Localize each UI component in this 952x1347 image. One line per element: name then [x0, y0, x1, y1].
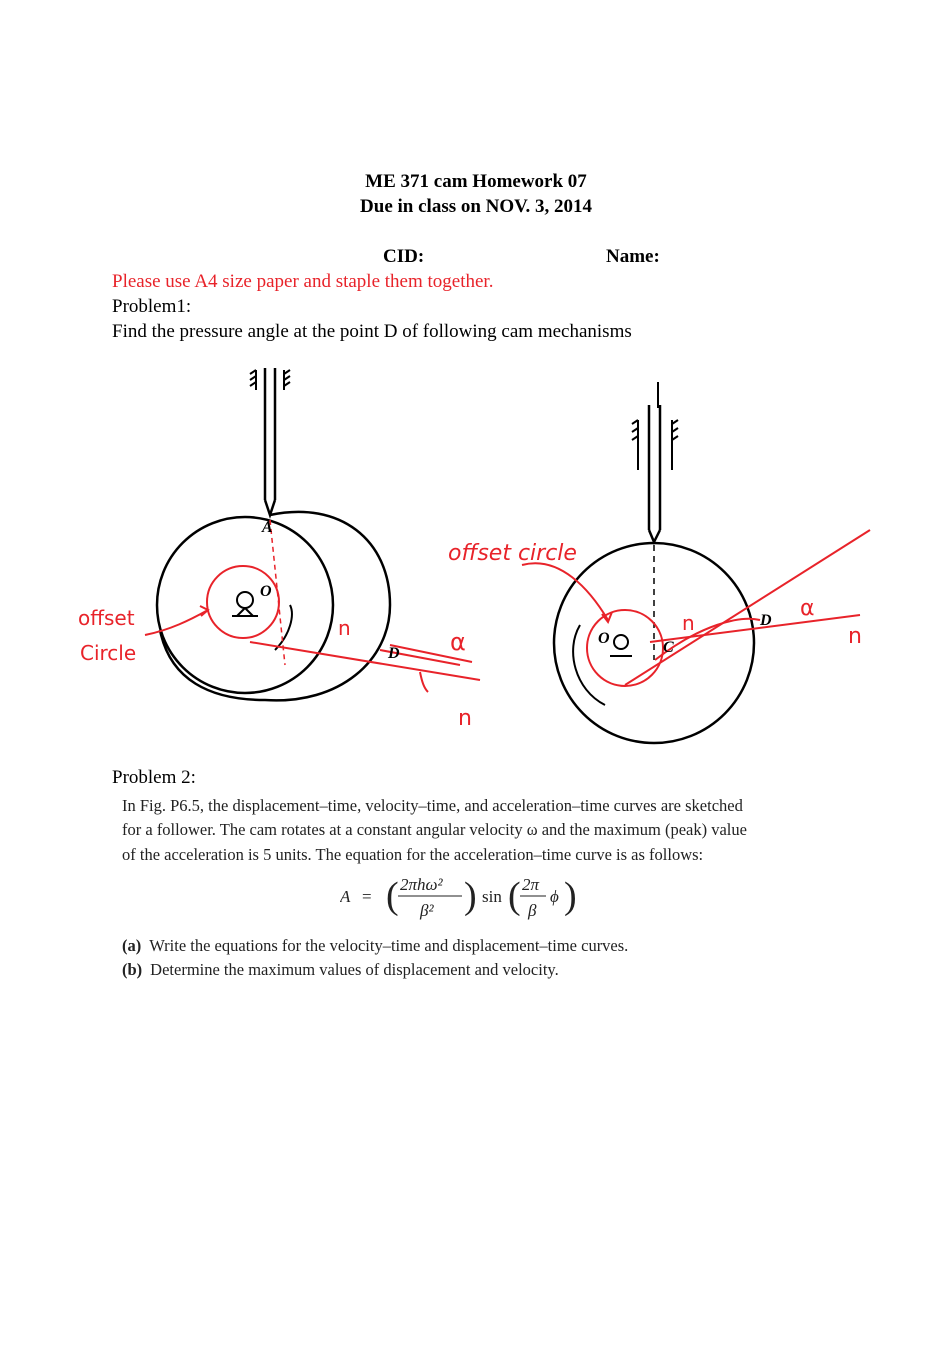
eq-den1: β²: [420, 901, 434, 920]
part-a-label: (a): [122, 936, 142, 955]
left-label-A: A: [262, 519, 273, 536]
eq-equals: =: [362, 887, 372, 906]
eq-paren-open-2: (: [508, 875, 521, 917]
problem2-line-3: of the acceleration is 5 units. The equation for the acceleration–time curve is as follows:: [122, 845, 704, 864]
cam-mechanism-figure: [60, 360, 890, 760]
name-label: Name:: [606, 246, 660, 267]
problem2-line-2: for a follower. The cam rotates at a constant angular velocity ω and the maximum (peak) value: [122, 820, 747, 839]
part-a-text: Write the equations for the velocity–time and displacement–time curves.: [149, 936, 629, 955]
part-b-text: Determine the maximum values of displacement and velocity.: [150, 960, 559, 979]
right-label-n-inner: n: [682, 611, 695, 635]
problem2-line-1: In Fig. P6.5, the displacement–time, velocity–time, and acceleration–time curves are sketched: [122, 796, 743, 815]
right-cam-mechanism: [554, 382, 754, 743]
left-label-D: D: [388, 645, 400, 662]
left-label-alpha: α: [450, 628, 466, 656]
eq-paren-close-2: ): [564, 875, 577, 917]
instructions: Please use A4 size paper and staple them together.: [112, 271, 494, 292]
problem2-heading: Problem 2:: [112, 767, 196, 788]
right-label-C: C: [663, 639, 674, 656]
right-label-alpha: α: [800, 596, 815, 621]
left-offset-label-1: offset: [78, 606, 135, 630]
left-cam-mechanism: [157, 368, 390, 700]
right-label-D: D: [760, 612, 772, 629]
eq-den2: β: [528, 901, 537, 920]
homework-title: ME 371 cam Homework 07: [365, 171, 587, 192]
eq-num2: 2π: [522, 875, 540, 894]
eq-phi: ϕ: [550, 887, 559, 906]
eq-num1: 2πhω²: [400, 875, 443, 894]
eq-sin: sin: [482, 887, 502, 906]
eq-paren-open-1: (: [386, 875, 399, 917]
right-label-n-outer: n: [848, 624, 862, 649]
cid-label: CID:: [383, 246, 425, 267]
right-label-O: O: [598, 630, 610, 647]
right-offset-label: offset circle: [448, 541, 577, 566]
left-label-n-top: n: [338, 616, 351, 640]
left-red-annotations: [145, 566, 480, 692]
problem1-text: Find the pressure angle at the point D of following cam mechanisms: [112, 321, 632, 342]
part-b-label: (b): [122, 960, 143, 979]
left-label-O: O: [260, 583, 272, 600]
problem2-part-b: [122, 960, 559, 980]
left-label-n-bottom: n: [458, 706, 472, 731]
left-offset-label-2: Circle: [80, 641, 137, 665]
eq-lhs: A: [340, 887, 351, 906]
problem2-part-a: [122, 936, 628, 956]
acceleration-equation: [340, 868, 600, 932]
eq-paren-close-1: ): [464, 875, 477, 917]
problem1-heading: Problem1:: [112, 296, 192, 317]
due-date: Due in class on NOV. 3, 2014: [360, 196, 592, 217]
